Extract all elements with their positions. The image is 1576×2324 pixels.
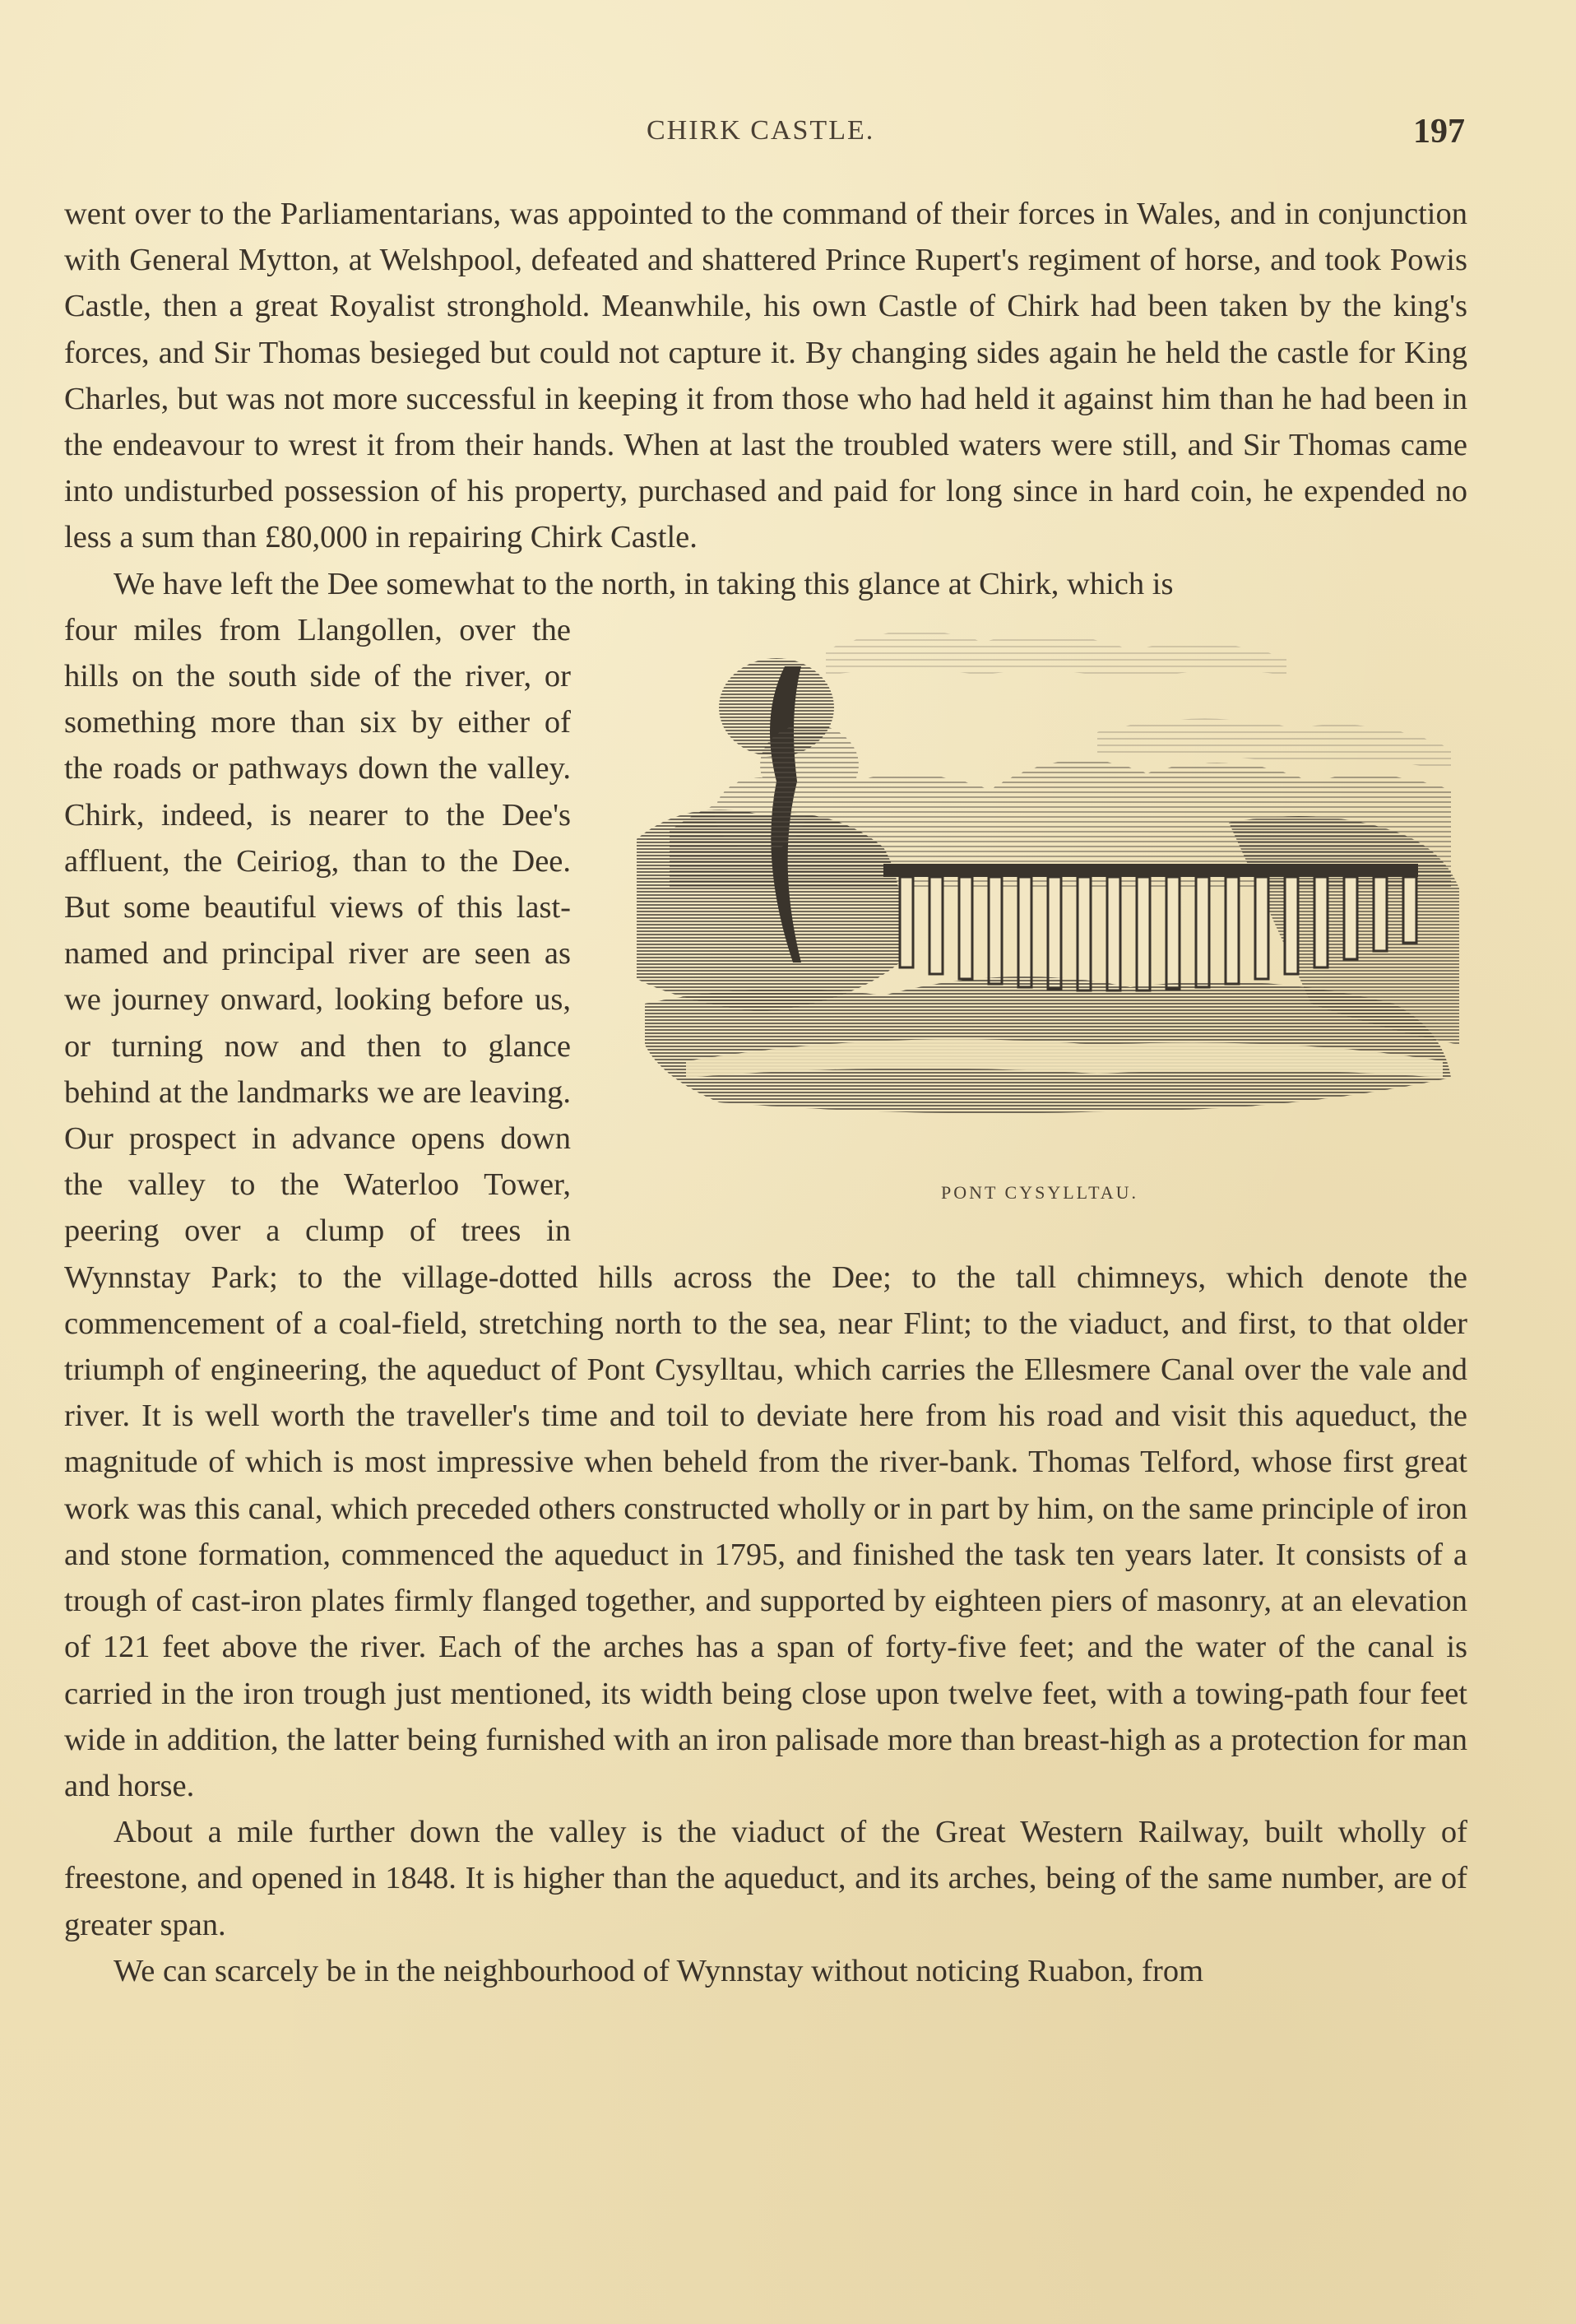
- body-text: [64, 191, 1467, 1994]
- paragraph-2-continued: four miles from Llangollen, over the hills on the south side of the river, or something more than six by either of the roads or pathways down the valley. Chirk, indeed, is nearer to the Dee's affluent, the Ceiriog, than to the Dee. But some beautiful views of this last-named and principal river are seen as we journey onward, looking before us, or turning now and then to glance behind at the landmarks we are leaving. Our prospect in advance opens down the valley to the Waterloo Tower, peering over a clump of trees in Wynnstay Park; to the village-dotted hills across the Dee; to the tall chimneys, which denote the commencement of a coal-field, stretching north to the sea, near Flint; to the viaduct, and first, to that older triumph of engineering, the aqueduct of Pont Cysylltau, which carries the Ellesmere Canal over the vale and river. It is well worth the traveller's time and toil to deviate here from his road and visit this aqueduct, the magnitude of which is most impressive when beheld from the river-bank. Thomas Telford, whose first great work was this canal, which preceded others constructed wholly or in part by him, on the same principle of iron and stone formation, commenced the aqueduct in 1795, and finished the task ten years later. It consists of a trough of cast-iron plates firmly flanged together, and supported by eighteen piers of masonry, at an elevation of 121 feet above the river. Each of the arches has a span of forty-five feet; and the water of the canal is carried in the iron trough just mentioned, its width being close upon twelve feet, with a towing-path four feet wide in addition, the latter being furnished with an iron palisade more than breast-high as a protection for man and horse.: [64, 612, 1467, 1803]
- paragraph-3: About a mile further down the valley is the viaduct of the Great Western Railway, built wholly of freestone, and opened in 1848. It is higher than the aqueduct, and its arches, being of the same number, are of greater span.: [64, 1815, 1467, 1942]
- figure-caption: PONT CYSYLLTAU.: [940, 1181, 1139, 1203]
- illustration-figure: [612, 617, 1467, 1218]
- paragraph-2-lead: We have left the Dee somewhat to the north, in taking this glance at Chirk, which is: [114, 566, 1174, 601]
- page-number: 197: [1413, 113, 1465, 151]
- aqueduct-engraving: [637, 617, 1459, 1143]
- paragraph-1: went over to the Parliamentarians, was appointed to the command of their forces in Wales, and in conjunction with General Mytton, at Welshpool, defeated and shattered Prince Rupert's regiment of horse, and took Powis Castle, then a great Royalist stronghold. Meanwhile, his own Castle of Chirk had been taken by the king's forces, and Sir Thomas besieged but could not capture it. By changing sides again he held the castle for King Charles, but was not more successful in keeping it from those who had held it against him than he had been in the endeavour to wrest it from their hands. When at last the troubled waters were still, and Sir Thomas came into undisturbed possession of his property, purchased and paid for long since in hard coin, he expended no less a sum than £80,000 in repairing Chirk Castle.: [64, 197, 1467, 555]
- running-title: CHIRK CASTLE.: [647, 115, 875, 146]
- running-head: [0, 115, 1576, 156]
- paragraph-4: We can scarcely be in the neighbourhood of Wynnstay without noticing Ruabon, from: [114, 1953, 1204, 1988]
